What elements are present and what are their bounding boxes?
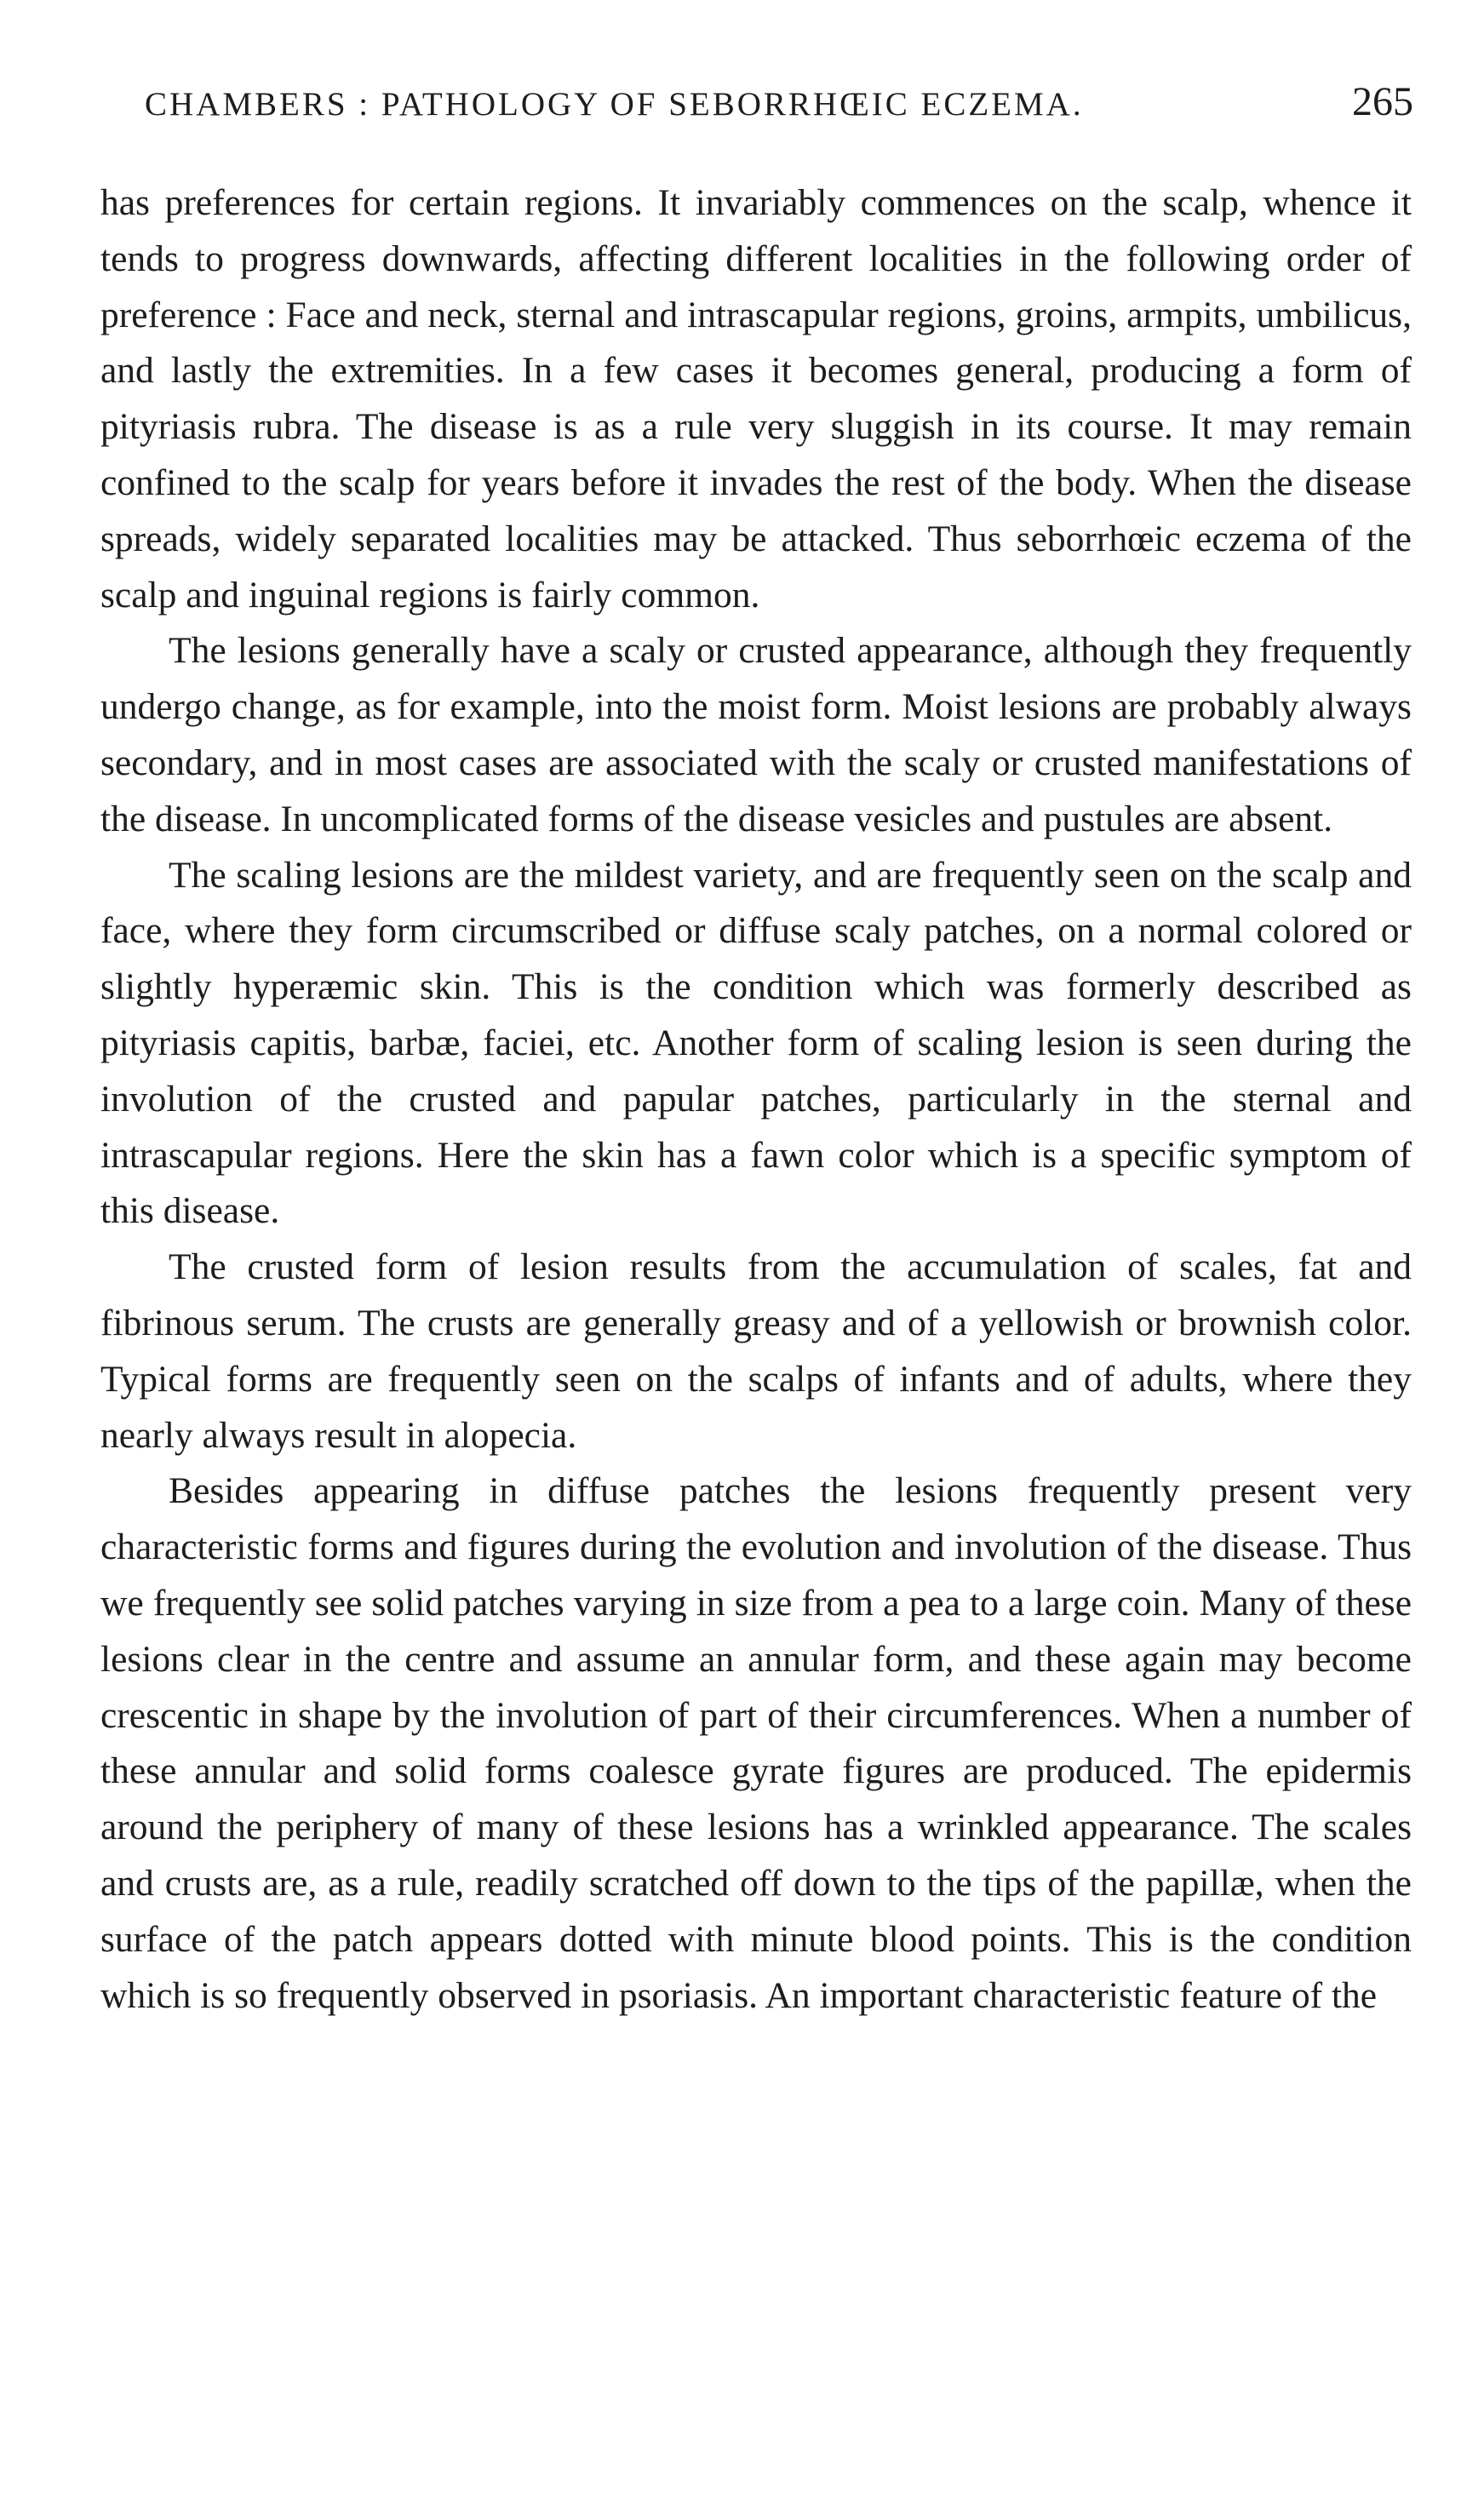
paragraph-crusted-form: The crusted form of lesion results from the accumulation of scales, fat and fibrinous serum. The crusts are generally greasy and of a yellowish or brownish color. Typical forms are frequently seen on the scalps of infants and of adults, where they nearly always result in alopecia.: [100, 1246, 1412, 1456]
body-text: [100, 175, 1412, 2024]
paragraph-lesions-appearance: The lesions generally have a scaly or crusted appearance, although they frequently undergo change, as for example, into the moist form. Moist lesions are probably always secondary, and in most cases are associated with the scaly or crusted manifestations of the disease. In uncomplicated forms of the disease vesicles and pustules are absent.: [100, 630, 1412, 839]
page-number: 265: [1352, 79, 1413, 124]
running-head: CHAMBERS : PATHOLOGY OF SEBORRHŒIC ECZEMA.: [145, 86, 1084, 123]
paragraph-scaling-lesions: The scaling lesions are the mildest variety, and are frequently seen on the scalp and face, where they form circumscribed or diffuse scaly patches, on a normal colored or slightly hyperæmic skin. This is the condition which was formerly described as pityriasis capitis, barbæ, faciei, etc. Another form of scaling lesion is seen during the involution of the crusted and papular patches, particularly in the sternal and intrascapular regions. Here the skin has a fawn color which is a specific symptom of this disease.: [100, 854, 1412, 1232]
paragraph-continued: has preferences for certain regions. It invariably commences on the scalp, whence it tends to progress downwards, affecting different localities in the following order of preference : Face and neck, sternal and intrascapular regions, groins, armpits, umbilicus, and lastly the extremities. In a few cases it becomes general, producing a form of pityriasis rubra. The disease is as a rule very sluggish in its course. It may remain confined to the scalp for years before it invades the rest of the body. When the disease spreads, widely separated localities may be attacked. Thus seborrhœic eczema of the scalp and inguinal regions is fairly common.: [100, 182, 1412, 616]
paragraph-forms-and-figures: Besides appearing in diffuse patches the lesions frequently present very characteristic forms and figures during the evolution and involution of the disease. Thus we frequently see solid patches varying in size from a pea to a large coin. Many of these lesions clear in the centre and assume an annular form, and these again may become crescentic in shape by the involution of part of their circumferences. When a number of these annular and solid forms coalesce gyrate figures are produced. The epidermis around the periphery of many of these lesions has a wrinkled appearance. The scales and crusts are, as a rule, readily scratched off down to the tips of the papillæ, when the surface of the patch appears dotted with minute blood points. This is the condition which is so frequently observed in psoriasis. An important characteristic feature of the: [100, 1470, 1412, 2016]
page-header: [145, 78, 1413, 129]
